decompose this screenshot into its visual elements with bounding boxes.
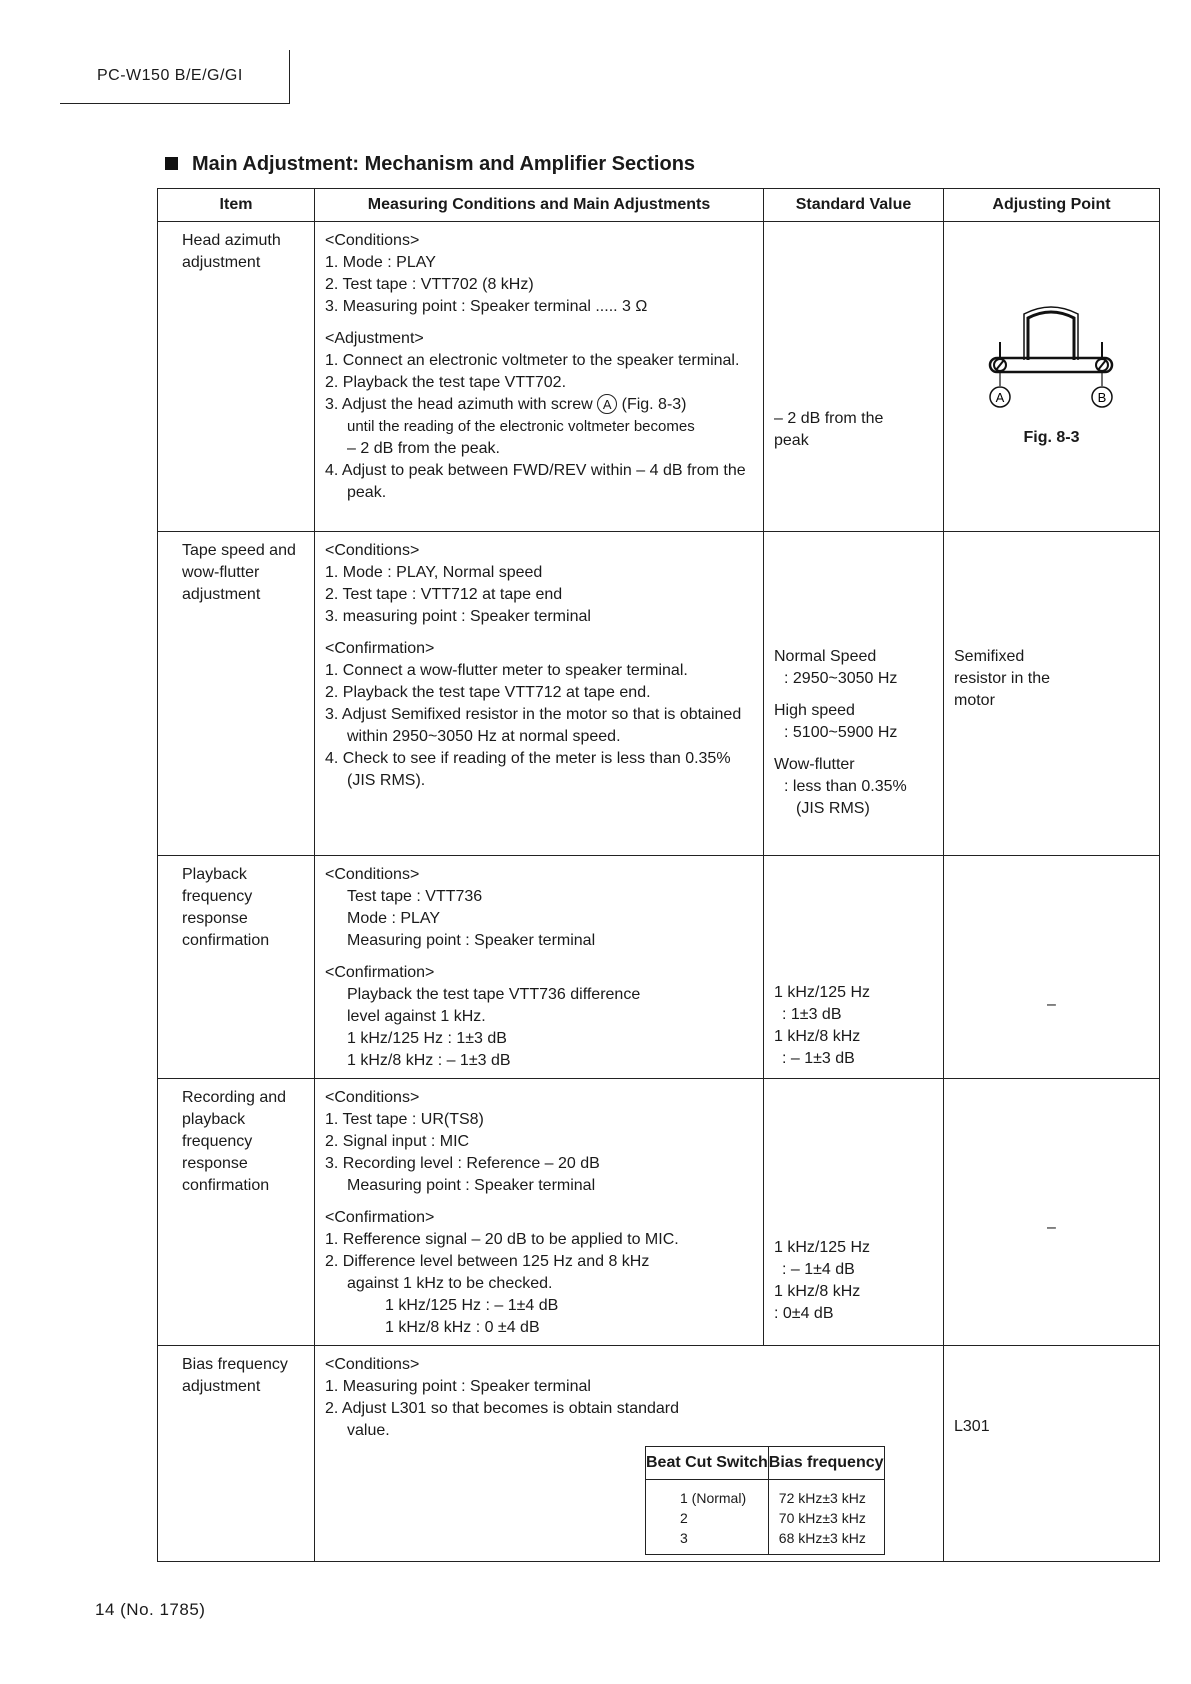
section-title [165,153,695,176]
head-azimuth-diagram [954,300,1148,420]
item-cell: Tape speed and wow-flutter adjustment [158,532,315,856]
freq-values: 72 kHz±3 kHz 70 kHz±3 kHz 68 kHz±3 kHz [768,1480,884,1555]
header-box [60,50,290,104]
adjustment-table [157,188,1160,1562]
label-a: A [995,390,1005,405]
title-text: Main Adjustment: Mechanism and Amplifier Sections [192,153,696,175]
col-header-point: Adjusting Point [944,189,1160,222]
page-footer: 14 (No. 1785) [95,1600,206,1619]
inner-header-switch: Beat Cut Switch [646,1447,769,1480]
standard-cell: Normal Speed : 2950~3050 Hz High speed : 5100~5900 Hz Wow-flutter : less than 0.35% (JIS RMS) [764,532,944,856]
inner-header-freq: Bias frequency [768,1447,884,1480]
conditions-cell: <Conditions> 1. Mode : PLAY 2. Test tape : VTT702 (8 kHz) 3. Measuring point : Speaker terminal ..... 3 Ω <Adjustment> 1. Connect an electronic voltmeter to the speaker terminal. 2. Playback the test tape VTT702. 3. Adjust the head azimuth with screw A (Fig. 8-3) until the reading of the electronic voltmeter becomes – 2 dB from the peak. 4. Adjust to peak between FWD/REV within – 4 dB from the peak. [315,222,764,532]
screw-a-icon: A [597,394,617,414]
standard-cell: – 2 dB from the peak [764,222,944,532]
table-row [158,1079,1160,1346]
conditions-cell: <Conditions> 1. Mode : PLAY, Normal speed 2. Test tape : VTT712 at tape end 3. measuring point : Speaker terminal <Confirmation> 1. Connect a wow-flutter meter to speaker terminal. 2. Playback the test tape VTT712 at tape end. 3. Adjust Semifixed resistor in the motor so that is obtained within 2950~3050 Hz at normal speed. 4. Check to see if reading of the meter is less than 0.35% (JIS RMS). [315,532,764,856]
col-header-conditions: Measuring Conditions and Main Adjustments [315,189,764,222]
item-cell: Playback frequency response confirmation [158,856,315,1079]
conditions-cell: <Conditions> Test tape : VTT736 Mode : PLAY Measuring point : Speaker terminal <Confirmation> Playback the test tape VTT736 difference level against 1 kHz. 1 kHz/125 Hz : 1±3 dB 1 kHz/8 kHz : – 1±3 dB [315,856,764,1079]
table-header-row [158,189,1160,222]
point-cell: L301 [944,1346,1160,1562]
label-b: B [1097,390,1107,405]
table-row [158,532,1160,856]
conditions-cell: <Conditions> 1. Test tape : UR(TS8) 2. Signal input : MIC 3. Recording level : Reference – 20 dB Measuring point : Speaker terminal <Confirmation> 1. Refference signal – 20 dB to be applied to MIC. 2. Difference level between 125 Hz and 8 kHz against 1 kHz to be checked. 1 kHz/125 Hz : – 1±4 dB 1 kHz/8 kHz : 0 ±4 dB [315,1079,764,1346]
table-row [158,1346,1160,1562]
model-label: PC-W150 B/E/G/GI [97,67,243,84]
item-cell: Bias frequency adjustment [158,1346,315,1562]
point-cell: – [944,1079,1160,1346]
square-bullet-icon [165,157,178,170]
point-cell: – [944,856,1160,1079]
table-row [158,222,1160,532]
col-header-standard: Standard Value [764,189,944,222]
fig-caption: Fig. 8-3 [1023,429,1080,446]
item-cell: Recording and playback frequency response confirmation [158,1079,315,1346]
item-cell: Head azimuth adjustment [158,222,315,532]
bias-frequency-table [645,1446,885,1555]
switch-values: 1 (Normal) 2 3 [646,1480,769,1555]
point-cell [944,222,1160,532]
col-header-item: Item [158,189,315,222]
point-cell: Semifixed resistor in the motor [944,532,1160,856]
conditions-cell: <Conditions> 1. Measuring point : Speaker terminal 2. Adjust L301 so that becomes is obtain standard value. Beat Cut Switch Bias frequency 1 (Normal) 2 3 72 kHz±3 kHz 70 kHz±3 kHz 68 kHz±3 kHz [315,1346,944,1562]
standard-cell: 1 kHz/125 Hz : 1±3 dB 1 kHz/8 kHz : – 1±3 dB [764,856,944,1079]
table-row [158,856,1160,1079]
standard-cell: 1 kHz/125 Hz : – 1±4 dB 1 kHz/8 kHz : 0±4 dB [764,1079,944,1346]
